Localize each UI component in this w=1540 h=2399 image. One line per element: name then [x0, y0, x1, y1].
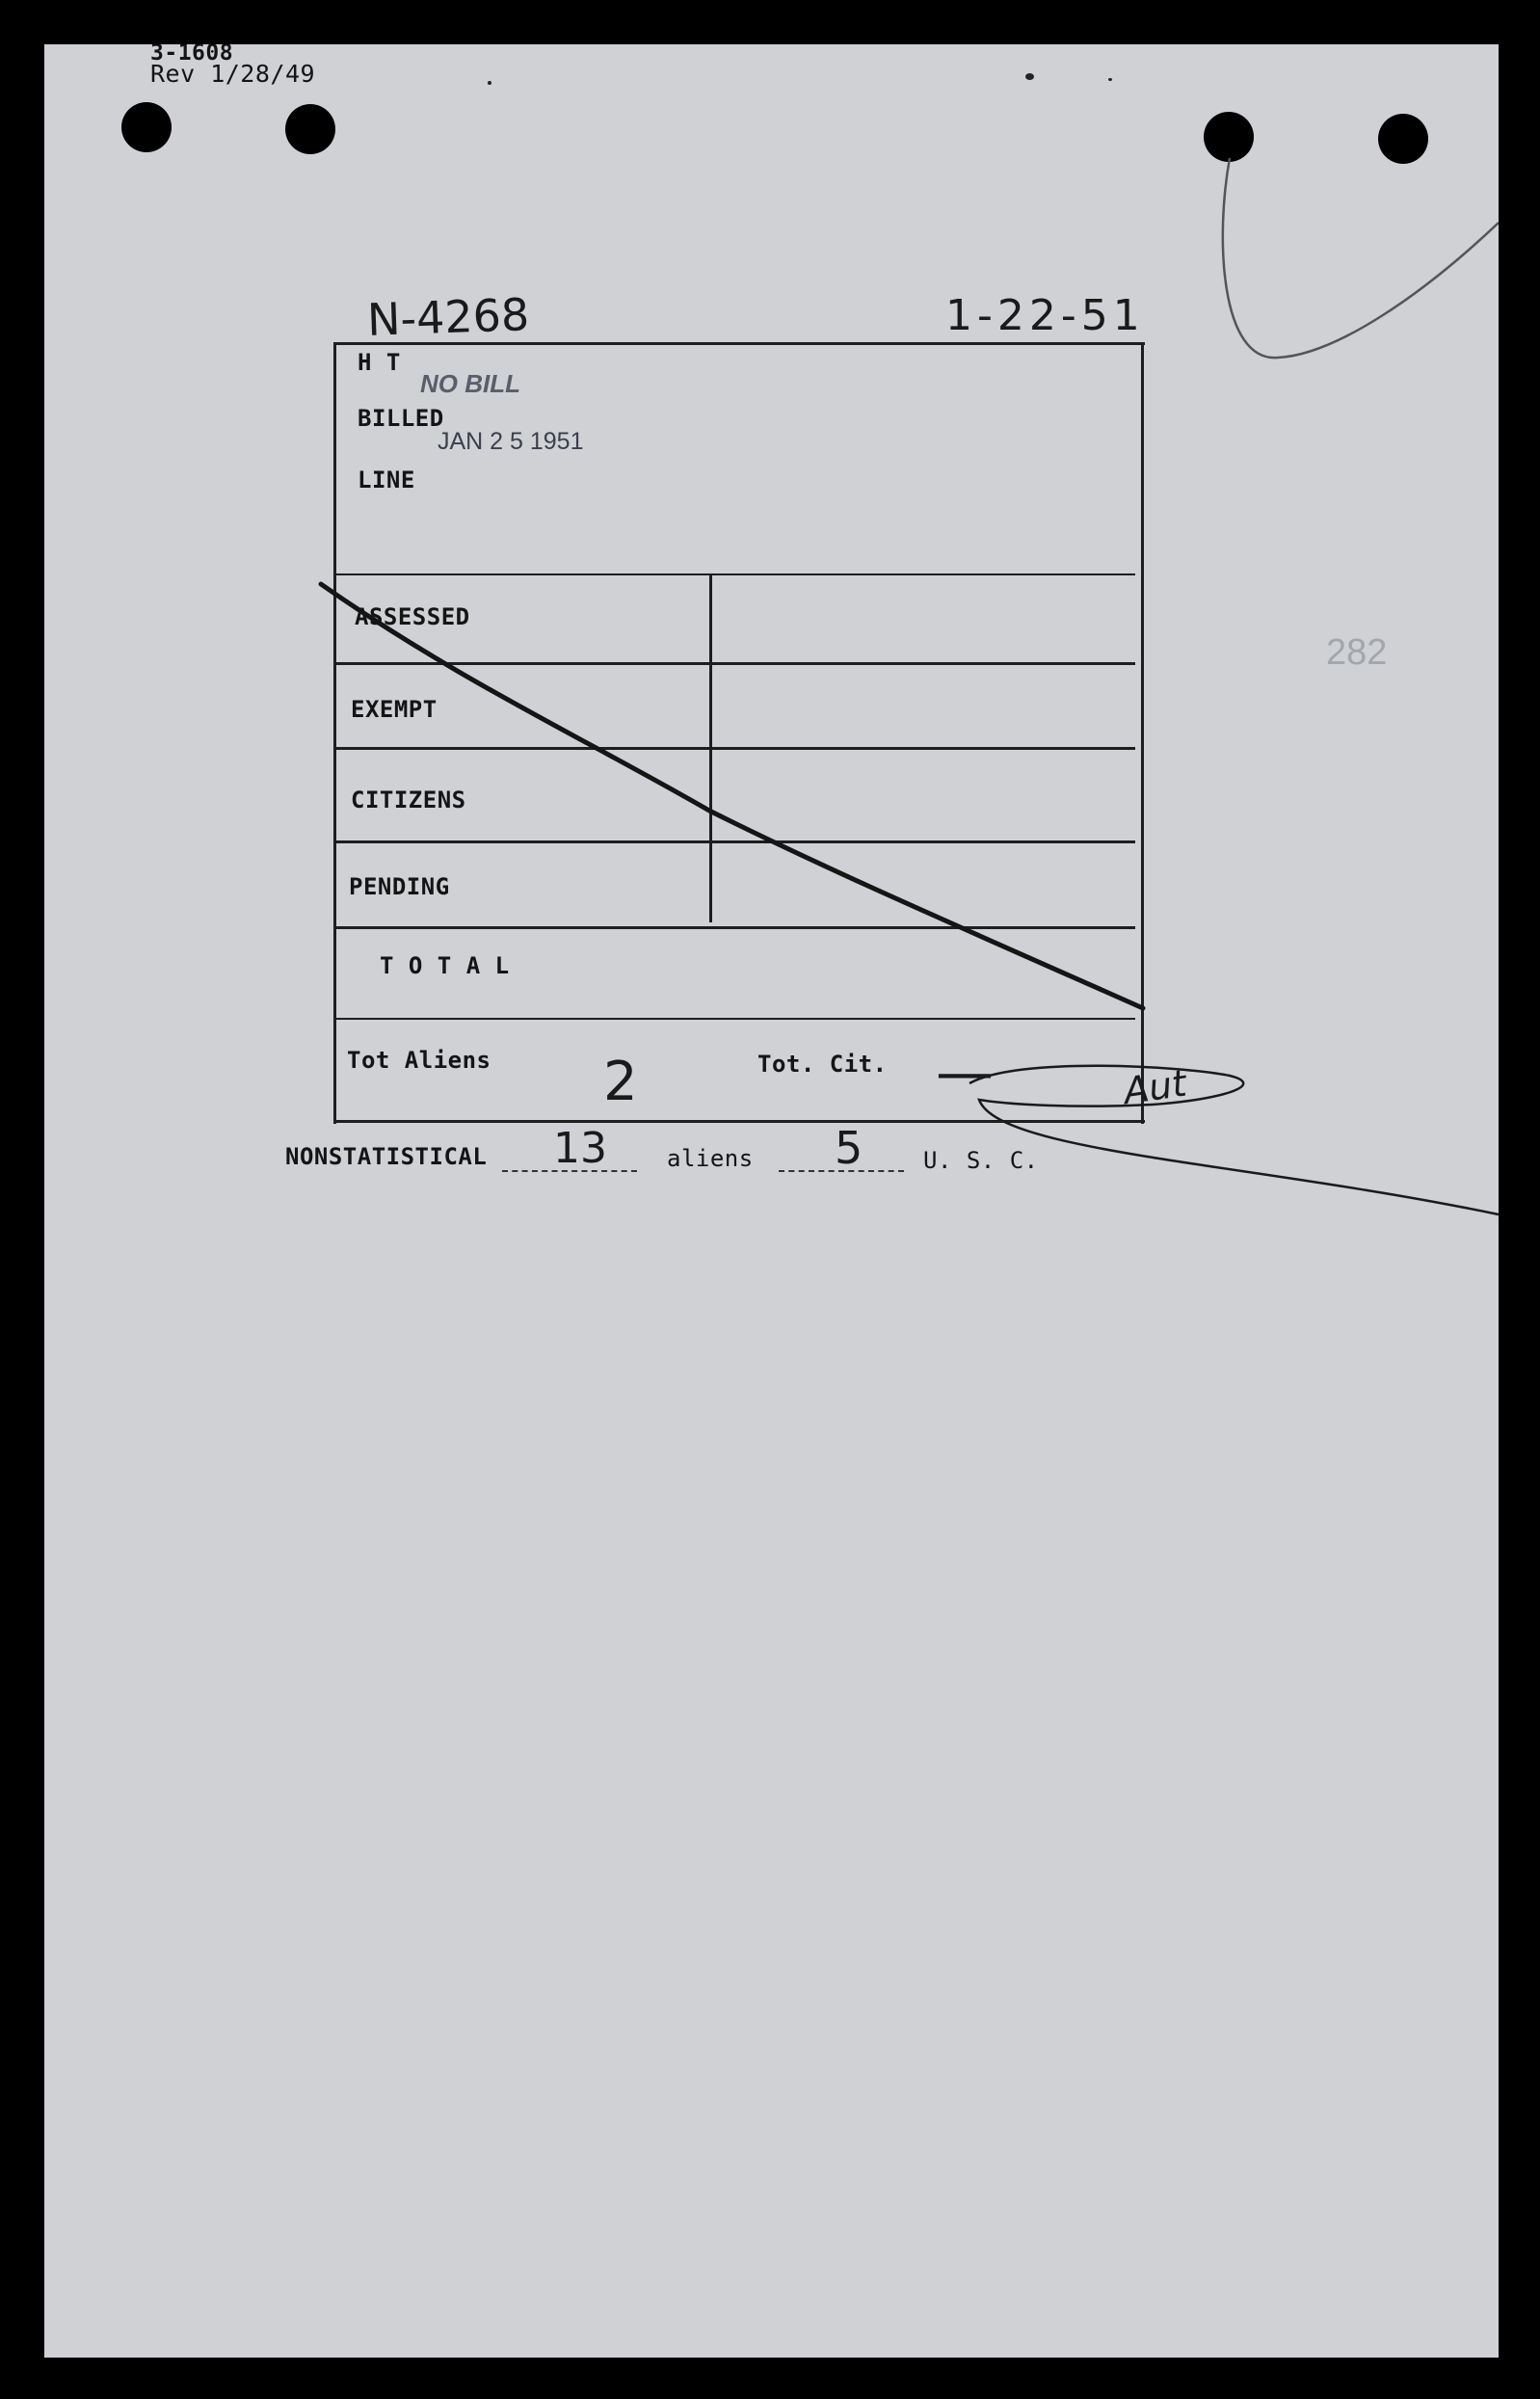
label-aliens: aliens	[667, 1145, 754, 1172]
document-sheet	[44, 44, 1499, 2358]
upper-right-curve-stroke	[1223, 158, 1499, 358]
tot-aliens-value: 2	[603, 1051, 638, 1113]
label-pending: PENDING	[349, 873, 450, 900]
label-tot-aliens: Tot Aliens	[347, 1047, 491, 1074]
no-bill-stamp: NO BILL	[420, 369, 520, 398]
margin-number: 282	[1326, 632, 1388, 673]
form-revision: Rev 1/28/49	[150, 60, 316, 88]
label-ht: H T	[358, 349, 401, 376]
pen-strokes	[44, 44, 1499, 2358]
form-number: 3-1608	[150, 44, 234, 66]
label-usc: U. S. C.	[923, 1147, 1039, 1174]
label-exempt: EXEMPT	[351, 696, 438, 723]
tot-cit-value: —	[936, 1039, 994, 1106]
initials: Aut	[1121, 1061, 1189, 1113]
label-line: LINE	[358, 466, 415, 493]
label-billed: BILLED	[358, 405, 444, 432]
label-citizens: CITIZENS	[351, 786, 466, 813]
file-number: N-4268	[366, 288, 530, 346]
label-tot-cit: Tot. Cit.	[757, 1051, 888, 1078]
diagonal-cancel-stroke	[321, 584, 1143, 1008]
label-assessed: ASSESSED	[355, 603, 470, 630]
lower-loop-stroke	[969, 1066, 1499, 1214]
handwritten-date: 1-22-51	[945, 291, 1145, 340]
date-stamp: JAN 2 5 1951	[438, 428, 584, 455]
nonstat-usc-value: 5	[835, 1122, 863, 1174]
nonstat-aliens-value: 13	[553, 1124, 607, 1173]
label-total: T O T A L	[380, 952, 510, 979]
label-nonstatistical: NONSTATISTICAL	[285, 1143, 488, 1170]
